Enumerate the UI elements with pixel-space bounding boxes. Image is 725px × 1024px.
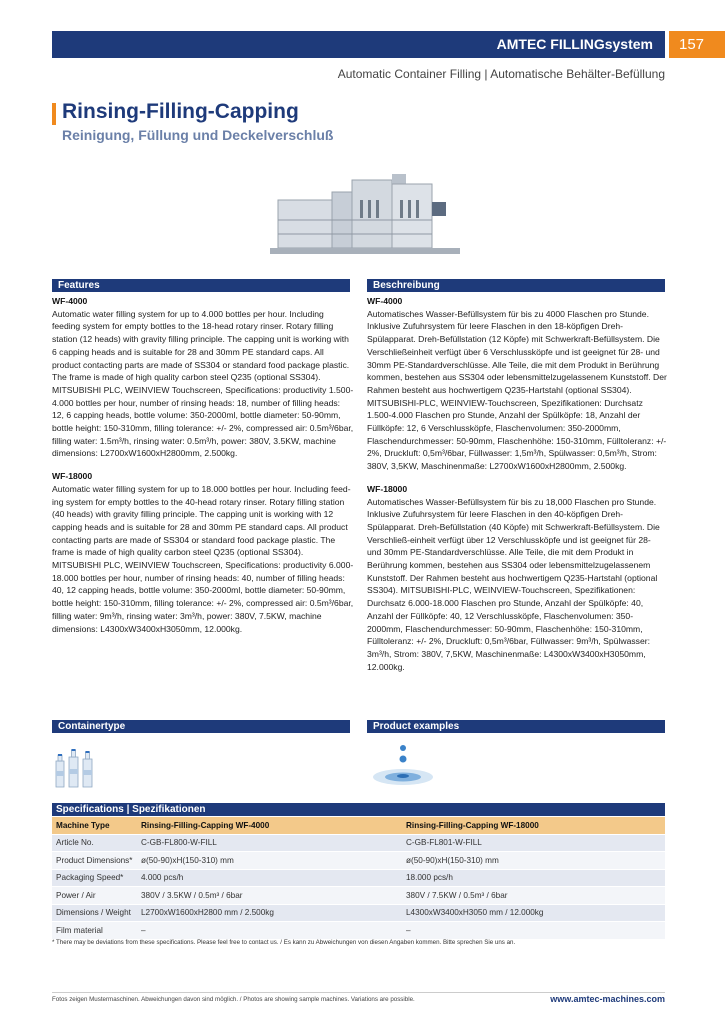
spec-label: Product Dimensions* (52, 852, 137, 870)
spec-value-wf18000: – (402, 922, 665, 940)
spec-label: Dimensions / Weight (52, 904, 137, 922)
product-examples-heading: Product examples (367, 720, 665, 733)
spec-value-wf4000: Rinsing-Filling-Capping WF-4000 (137, 817, 402, 835)
spec-value-wf4000: 380V / 3.5KW / 0.5m³ / 6bar (137, 887, 402, 905)
features-column (52, 295, 354, 635)
machine-photo (270, 170, 460, 258)
table-row (52, 904, 665, 922)
table-row (52, 817, 665, 835)
spec-value-wf18000: 380V / 7.5KW / 0.5m³ / 6bar (402, 887, 665, 905)
category-subheader: Automatic Container Filling | Automatische Behälter-Befüllung (337, 67, 665, 81)
table-row (52, 887, 665, 905)
table-row (52, 922, 665, 940)
specifications-table (52, 803, 665, 940)
beschreibung-wf18000-title: WF-18000 (367, 483, 408, 494)
spec-label: Power / Air (52, 887, 137, 905)
spec-label: Machine Type (52, 817, 137, 835)
title-accent (52, 103, 56, 125)
spec-label: Article No. (52, 834, 137, 852)
beschreibung-wf4000-text: Automatisches Wasser-Befüllsystem für bis zu 4000 Flaschen pro Stunde. Inklusive Zufuhrsystem für leere Flaschen in den 18-köpfigen Dreh-Spülapparat. Dreh-Befüllstation (12 Köpfe) mit Schwerkraft-Befüllsystem. Die Verschließeinheit verfügt über 6 Verschlussköpfe und ist geeignet für 28- und 30mm PE-Standardverschlüsse. Alle Teile, die mit dem Produkt in Berührung kommen, bestehen aus SS304 oder lebensmittelzugelassenem Kunststoff. Der Rahmen besteht aus hochwertigem Q235-Hartstahl (optional SS304). MITSUBISHI-PLC, WEINVIEW-Touchscreen, Spezifikationen: Durchsatz 1.500-4.000 Flaschen pro Stunde, Anzahl der Spülköpfe: 18, Anzahl der Füllköpfe: 12, 6 Verschlussköpfe, Flaschenvolumen: 350-2000mm, Flaschendurchmesser: 50-90mm, Flaschenhöhe: 150-310mm, Fülltoleranz: +/- 2%, Druckluft: 0,5m³/6bar, Füllwasser: 1,5m³/h, Spülwasser: 0,5m³/h, Strom: 380V, 3,5KW, Maschinenmaße: L2700xW1600xH2800mm, 2.500kg. (367, 308, 667, 472)
page-number: 157 (669, 31, 725, 58)
spec-value-wf18000: 18.000 pcs/h (402, 869, 665, 887)
table-row (52, 852, 665, 870)
water-drop-image (370, 744, 436, 790)
page-subtitle: Reinigung, Füllung und Deckelverschluß (62, 127, 334, 143)
footer-divider (52, 992, 665, 993)
beschreibung-heading: Beschreibung (367, 279, 665, 292)
beschreibung-wf18000-text: Automatisches Wasser-Befüllsystem für bis zu 18,000 Flaschen pro Stunde. Inklusive Zufuhrsystem für leere Flaschen in den 40-köpfigen Dreh-Spülapparat. Dreh-Befüllstation (40 Köpfe) mit Schwerkraft-Befüllsystem. Die Verschließ-einheit verfügt über 12 Verschlussköpfe und ist geeignet für 28- und 30mm PE-Standardverschlüsse. Alle Teile, die mit dem Produkt in Berührung kommen, bestehen aus SS304 oder lebensmittelzugelassenem Kunststoff. Der Rahmen besteht aus hochwertigem Q235-Hartstahl (optional SS304). MITSUBISHI-PLC, WEINVIEW-Touchscreen, Spezifikationen: Durchsatz 6.000-18.000 Flaschen pro Stunde, Anzahl der Spülköpfe: 40, Anzahl der Füllköpfe: 40, 12 Verschlussköpfe, Flaschenvolumen: 350-2000mm, Flaschendurchmesser: 50-90mm, Flaschenhöhe: 150-310mm, Fülltoleranz: +/- 2%, Druckluft: 0,5m³/6bar, Füllwasser: 9m³/h, Spülwasser: 3m³/h, Strom: 380V, 7,5KW, Maschinenmaße: L4300xW3400xH3050mm, 12.000kg. (367, 496, 660, 672)
spec-value-wf18000: ø(50-90)xH(150-310) mm (402, 852, 665, 870)
spec-value-wf18000: Rinsing-Filling-Capping WF-18000 (402, 817, 665, 835)
features-wf18000-text: Automatic water filling system for up to 18.000 bottles per hour. Including feed-ing system for empty bottles to the 40-head rotary rinser. Rotary filling station (40 heads) with gravity filling principle. The capping unit is working with 12 capping heads and is suitable for 28 and 30mm PE standard caps. All product contacting parts are made of SS304 or standard food package plastic. The frame is made of high quality carbon steel Q235 (optional SS304). MITSUBISHI PLC, WEINVIEW Touchscreen, Specifications: productivity 6.000-18.000 bottles per hour, number of rinsing heads: 40, number of filling heads: 40, 12 capping heads, bottle volume: 350-2000ml, bottle diameter: 50-90mm, bottle height: 150-310mm, filling tolerance: +/- 2%, compressed air: 0.5m³/6bar, filling water: 9m³/h, rinsing water: 3m³/h, power: 380V, 7.5KW, machine dimensions: L4300xW3400xH3050mm, 12.000kg. (52, 483, 354, 634)
table-row (52, 869, 665, 887)
spec-value-wf4000: L2700xW1600xH2800 mm / 2.500kg (137, 904, 402, 922)
spec-value-wf4000: – (137, 922, 402, 940)
beschreibung-wf4000-title: WF-4000 (367, 296, 403, 306)
website-link[interactable]: www.amtec-machines.com (550, 994, 665, 1004)
features-wf4000-text: Automatic water filling system for up to 4.000 bottles per hour. Including feeding system for empty bottles to the 18-head rotary rinser. Rotary filling station (12 heads) with gravity filling principle. The capping unit is working with 6 capping heads and is suitable for 28 and 30mm PE standard caps. All product contacting parts are made of SS304 or standard food package plastic. The frame is made of high quality carbon steel Q235 (optional SS304). MITSUBISHI PLC, WEINVIEW Touchscreen, Specifications: productivity 1.500-4.000 bottles per hour, number of rinsing heads: 18, number of filling heads: 12, 6 capping heads, bottle volume: 350-2000ml, bottle diameter: 50-90mm, bottle height: 150-310mm, filling tolerance: +/- 2%, compressed air: 0.5m³/6bar, filling water: 1.5m³/h, rinsing water: 0.5m³/h, power: 380V, 3.5KW, machine dimensions: L2700xW1600xH2800mm, 2.500kg. (52, 308, 354, 459)
spec-value-wf4000: C-GB-FL800-W-FILL (137, 834, 402, 852)
spec-label: Film material (52, 922, 137, 940)
footer-disclaimer: Fotos zeigen Mustermaschinen. Abweichungen davon sind möglich. / Photos are showing sample machines. Variations are possible. (52, 996, 415, 1003)
bottles-image (52, 745, 98, 789)
brand-title: AMTEC FILLINGsystem (496, 36, 653, 52)
table-row (52, 834, 665, 852)
features-heading: Features (52, 279, 350, 292)
spec-value-wf4000: 4.000 pcs/h (137, 869, 402, 887)
spec-value-wf4000: ø(50-90)xH(150-310) mm (137, 852, 402, 870)
features-wf4000-title: WF-4000 (52, 296, 88, 306)
footnote: * There may be deviations from these specifications. Please feel free to contact us. / Es kann zu Abweichungen von diesen Angaben kommen. Bitte sprechen Sie uns an. (52, 939, 516, 946)
spec-value-wf18000: L4300xW3400xH3050 mm / 12.000kg (402, 904, 665, 922)
spec-label: Packaging Speed* (52, 869, 137, 887)
specifications-heading: Specifications | Spezifikationen (52, 803, 665, 817)
beschreibung-column (367, 295, 667, 673)
containertype-heading: Containertype (52, 720, 350, 733)
features-wf18000-title: WF-18000 (52, 471, 93, 482)
page-title: Rinsing-Filling-Capping (62, 100, 299, 123)
top-banner (52, 31, 665, 58)
spec-value-wf18000: C-GB-FL801-W-FILL (402, 834, 665, 852)
